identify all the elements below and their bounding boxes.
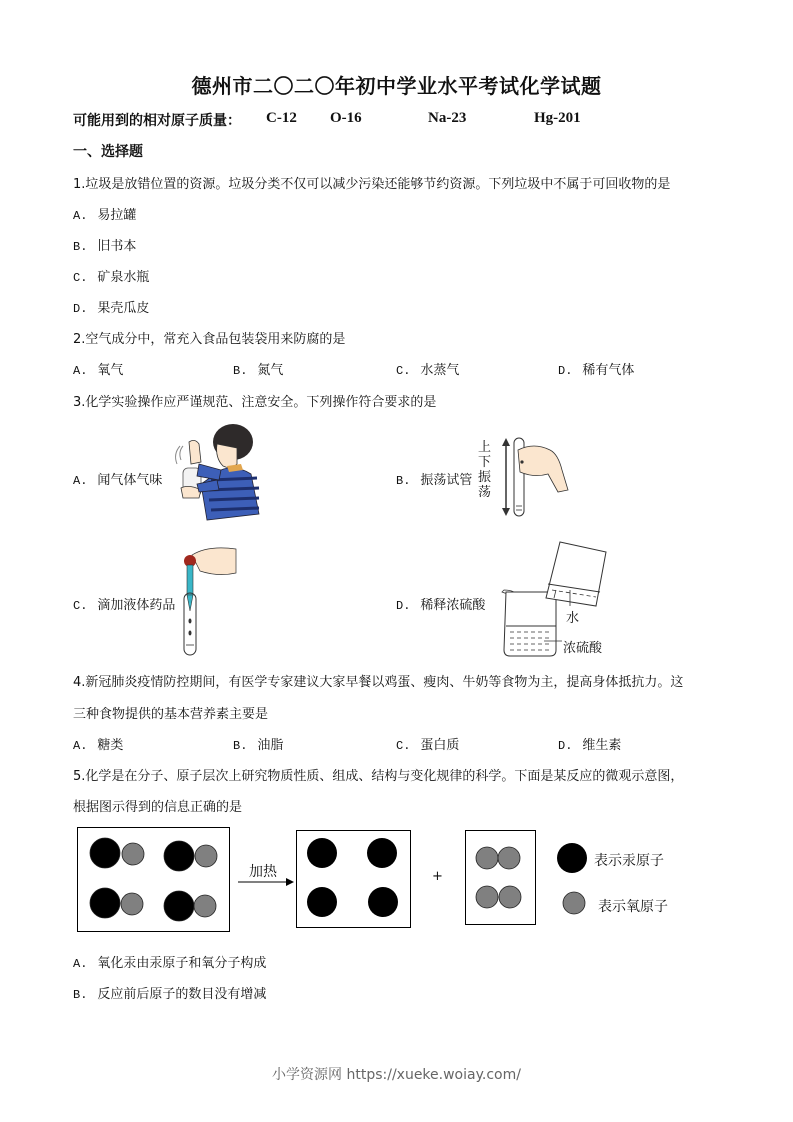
question-3-option-b: B. 振荡试管 [396, 473, 473, 488]
question-3-option-d: D. 稀释浓硫酸 [396, 598, 486, 613]
atomic-masses-line [73, 110, 581, 130]
question-1-option-b: B. 旧书本 [73, 239, 137, 254]
dropper-illustration [178, 545, 238, 657]
mercuric-oxide-molecules [77, 827, 229, 931]
heating-label: 加热 [249, 864, 277, 880]
question-4-option-b: B. 油脂 [233, 738, 284, 753]
reaction-arrow-icon [238, 877, 296, 887]
atomic-mass-na: Na-23 [428, 110, 467, 126]
page-title: 德州市二〇二〇年初中学业水平考试化学试题 [191, 74, 602, 98]
legend-oxygen-text: 表示氧原子 [598, 899, 668, 915]
question-1-option-a: A. 易拉罐 [73, 208, 137, 223]
question-4-stem-line-1: 4.新冠肺炎疫情防控期间，有医学专家建议大家早餐以鸡蛋、瘦肉、牛奶等食物为主，提高身体抵抗力。这 [73, 675, 684, 690]
question-5-option-b: B. 反应前后原子的数目没有增减 [73, 987, 267, 1002]
atomic-mass-c: C-12 [266, 110, 297, 126]
smelling-gas-illustration [175, 420, 265, 520]
question-3-option-a: A. 闻气体气味 [73, 473, 163, 488]
question-4-option-d: D. 维生素 [558, 738, 622, 753]
oxygen-atom-legend-icon [561, 890, 587, 916]
question-2-option-b: B. 氮气 [233, 363, 284, 378]
concentrated-sulfuric-acid-label: 浓硫酸 [563, 641, 603, 656]
atomic-mass-hg: Hg-201 [534, 110, 581, 126]
question-4-option-a: A. 糖类 [73, 738, 124, 753]
question-4-option-c: C. 蛋白质 [396, 738, 460, 753]
oxygen-molecules [465, 830, 535, 924]
mercury-atom-legend-icon [556, 842, 588, 874]
shake-direction-labels: 上 下 振 荡 [478, 440, 492, 500]
question-5-stem-line-2: 根据图示得到的信息正确的是 [73, 800, 243, 815]
water-label: 水 [566, 611, 580, 626]
shaking-test-tube-illustration [498, 436, 568, 518]
question-3-stem: 3.化学实验操作应严谨规范、注意安全。下列操作符合要求的是 [73, 395, 437, 410]
atomic-mass-o: O-16 [330, 110, 362, 126]
question-4-stem-line-2: 三种食物提供的基本营养素主要是 [73, 707, 269, 722]
legend-mercury-text: 表示汞原子 [594, 853, 664, 869]
footer-watermark: 小学资源网 https://xueke.woiay.com/ [272, 1067, 521, 1083]
plus-sign: + [432, 869, 443, 884]
question-2-option-d: D. 稀有气体 [558, 363, 635, 378]
question-1-stem: 1.垃圾是放错位置的资源。垃圾分类不仅可以减少污染还能够节约资源。下列垃圾中不属于可回收物的是 [73, 177, 671, 192]
question-1-option-d: D. 果壳瓜皮 [73, 301, 150, 316]
section-heading: 一、选择题 [73, 144, 143, 160]
question-1-option-c: C. 矿泉水瓶 [73, 270, 150, 285]
question-3-option-c: C. 滴加液体药品 [73, 598, 176, 613]
question-2-option-a: A. 氧气 [73, 363, 124, 378]
question-2-option-c: C. 水蒸气 [396, 363, 460, 378]
atomic-masses-label: 可能用到的相对原子质量： [73, 113, 241, 129]
question-5-option-a: A. 氧化汞由汞原子和氧分子构成 [73, 956, 267, 971]
mercury-atoms [296, 830, 410, 927]
question-5-stem-line-1: 5.化学是在分子、原子层次上研究物质性质、组成、结构与变化规律的科学。下面是某反应的微观示意图， [73, 769, 684, 784]
question-2-stem: 2.空气成分中，常充入食品包装袋用来防腐的是 [73, 332, 346, 347]
